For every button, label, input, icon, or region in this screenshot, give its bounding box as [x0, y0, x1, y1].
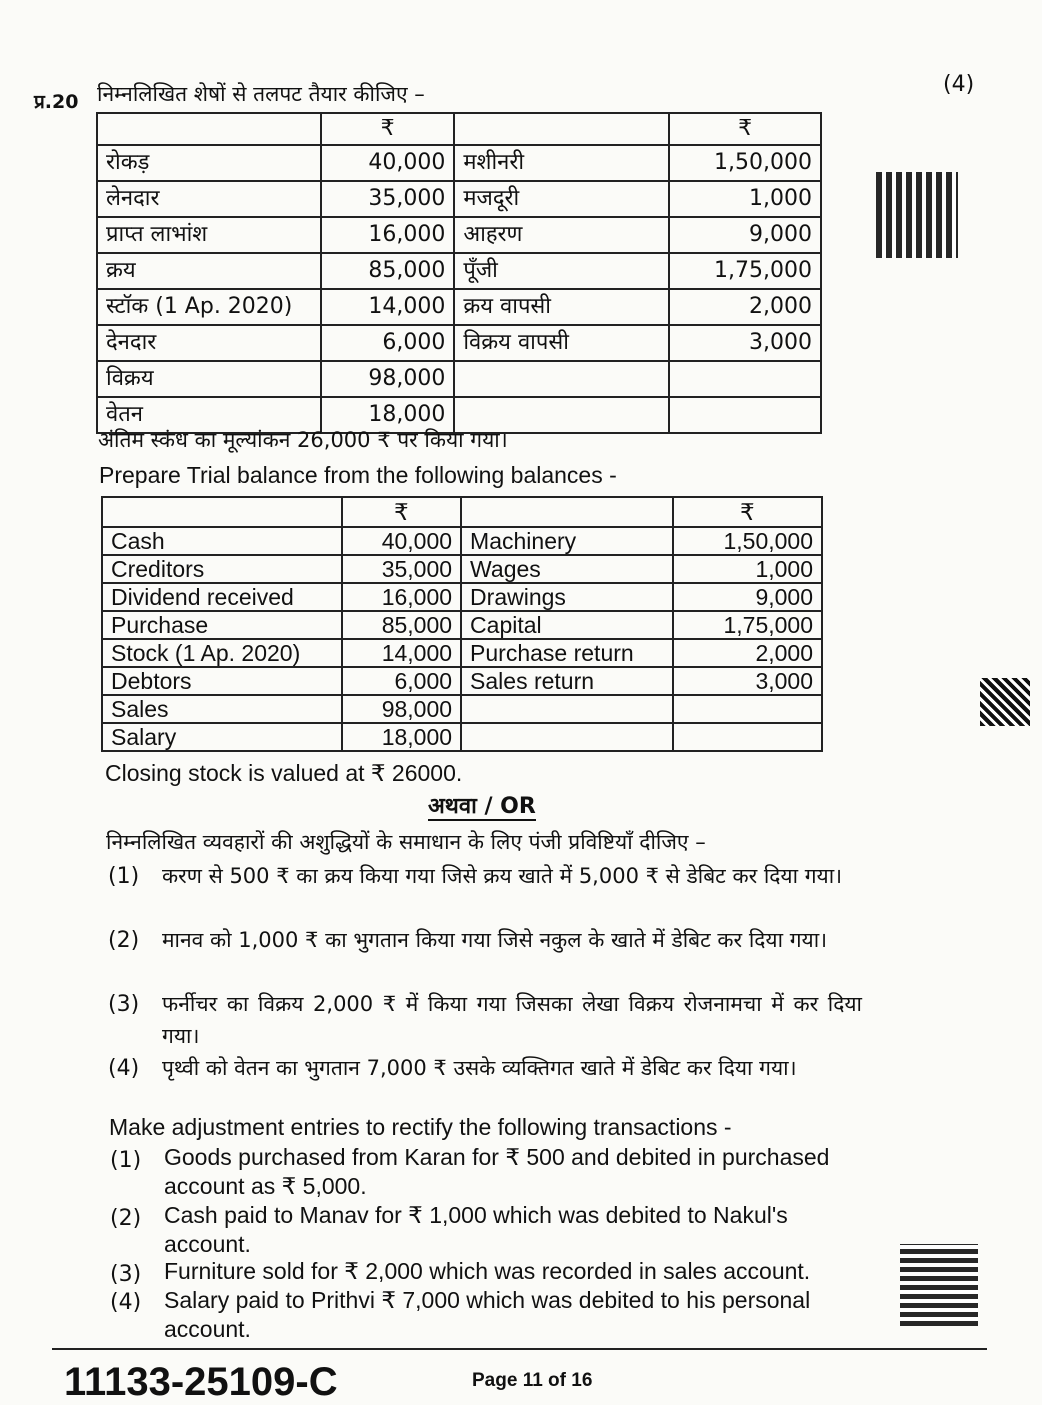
amount: 1,000	[669, 181, 821, 217]
amount: 16,000	[321, 217, 455, 253]
amount: 40,000	[321, 145, 455, 181]
account-name: Machinery	[461, 527, 673, 555]
account-name: मजदूरी	[454, 181, 669, 217]
account-name: Debtors	[102, 667, 342, 695]
list-item: Furniture sold for ₹ 2,000 which was recorded in sales account.	[164, 1258, 811, 1284]
amount: 14,000	[321, 289, 455, 325]
account-name: देनदार	[97, 325, 321, 361]
table-row	[97, 145, 821, 181]
item-number: (3)	[108, 992, 140, 1017]
amount: 40,000	[342, 527, 462, 555]
account-name: क्रय वापसी	[454, 289, 669, 325]
amount: 1,75,000	[673, 611, 822, 639]
table-row	[102, 555, 822, 583]
account-name: Wages	[461, 555, 673, 583]
amount: 9,000	[669, 217, 821, 253]
amount: 18,000	[342, 723, 462, 751]
table-header-row	[97, 113, 821, 145]
table-header-row	[102, 497, 822, 527]
item-number: (4)	[108, 1056, 140, 1081]
account-name: Stock (1 Ap. 2020)	[102, 639, 342, 667]
amount: 16,000	[342, 583, 462, 611]
currency-header: ₹	[673, 497, 822, 527]
table-row	[102, 695, 822, 723]
table-row	[102, 583, 822, 611]
trial-balance-table-english	[101, 496, 823, 752]
item-number: (3)	[110, 1262, 142, 1287]
table-row	[102, 639, 822, 667]
amount: 1,50,000	[669, 145, 821, 181]
account-name: Creditors	[102, 555, 342, 583]
account-name: Drawings	[461, 583, 673, 611]
currency-header: ₹	[321, 113, 455, 145]
list-item: करण से 500 ₹ का क्रय किया गया जिसे क्रय खाते में 5,000 ₹ से डेबिट कर दिया गया।	[162, 864, 843, 888]
amount: 9,000	[673, 583, 822, 611]
item-number: (2)	[108, 928, 140, 953]
item-number: (1)	[110, 1148, 142, 1173]
table-row	[97, 181, 821, 217]
table-row	[102, 527, 822, 555]
currency-header: ₹	[342, 497, 462, 527]
list-item: पृथ्वी को वेतन का भुगतान 7,000 ₹ उसके व्यक्तिगत खाते में डेबिट कर दिया गया।	[162, 1056, 797, 1080]
list-item: Salary paid to Prithvi ₹ 7,000 which was debited to his personal account.	[164, 1287, 811, 1342]
account-name: वेतन	[97, 397, 321, 433]
table-row	[97, 217, 821, 253]
marks: (4)	[943, 72, 975, 97]
account-name: Salary	[102, 723, 342, 751]
account-name: Sales return	[461, 667, 673, 695]
footer-divider	[52, 1348, 987, 1350]
currency-header: ₹	[669, 113, 821, 145]
account-name: विक्रय वापसी	[454, 325, 669, 361]
account-name: Dividend received	[102, 583, 342, 611]
account-name: स्टॉक (1 Ap. 2020)	[97, 289, 321, 325]
account-name: Capital	[461, 611, 673, 639]
account-name: पूँजी	[454, 253, 669, 289]
qr-code-icon	[900, 1244, 978, 1326]
table-row	[102, 723, 822, 751]
question-number: प्र.20	[34, 91, 79, 113]
table-row	[97, 361, 821, 397]
amount: 98,000	[342, 695, 462, 723]
account-name: आहरण	[454, 217, 669, 253]
amount: 6,000	[321, 325, 455, 361]
amount: 2,000	[669, 289, 821, 325]
question-title-hindi: निम्नलिखित शेषों से तलपट तैयार कीजिए –	[97, 82, 425, 106]
amount: 35,000	[321, 181, 455, 217]
account-name: क्रय	[97, 253, 321, 289]
account-name: विक्रय	[97, 361, 321, 397]
qr-code-icon	[876, 172, 958, 258]
list-item: मानव को 1,000 ₹ का भुगतान किया गया जिसे नकुल के खाते में डेबिट कर दिया गया।	[162, 928, 828, 952]
amount: 1,000	[673, 555, 822, 583]
list-item: फर्नीचर का विक्रय 2,000 ₹ में किया गया जिसका लेखा विक्रय रोजनामचा में कर दिया गया।	[162, 992, 862, 1048]
amount: 85,000	[342, 611, 462, 639]
qr-code-icon	[980, 678, 1030, 726]
account-name: लेनदार	[97, 181, 321, 217]
table-row	[97, 289, 821, 325]
account-name: Purchase return	[461, 639, 673, 667]
or-heading-text: अथवा / OR	[428, 794, 536, 819]
item-number: (4)	[110, 1290, 142, 1315]
account-name: Sales	[102, 695, 342, 723]
amount: 14,000	[342, 639, 462, 667]
or-intro-english: Make adjustment entries to rectify the following transactions -	[109, 1114, 732, 1140]
account-name: प्राप्त लाभांश	[97, 217, 321, 253]
table-row	[102, 667, 822, 695]
table-row	[97, 253, 821, 289]
amount: 85,000	[321, 253, 455, 289]
closing-stock-hindi: अंतिम स्कंध का मूल्यांकन 26,000 ₹ पर किया गया।	[98, 428, 508, 452]
account-name: मशीनरी	[454, 145, 669, 181]
list-item: Cash paid to Manav for ₹ 1,000 which was debited to Nakul's account.	[164, 1202, 788, 1257]
paper-code: 11133-25109-C	[64, 1360, 338, 1404]
amount: 3,000	[673, 667, 822, 695]
item-number: (1)	[108, 864, 140, 889]
table-row	[102, 611, 822, 639]
trial-balance-table-hindi	[96, 112, 822, 434]
page-number: Page 11 of 16	[472, 1370, 593, 1391]
or-heading	[428, 790, 536, 820]
table-row	[97, 325, 821, 361]
account-name: Purchase	[102, 611, 342, 639]
amount: 1,75,000	[669, 253, 821, 289]
account-name: Cash	[102, 527, 342, 555]
list-item: Goods purchased from Karan for ₹ 500 and debited in purchased account as ₹ 5,000.	[164, 1144, 830, 1199]
amount: 2,000	[673, 639, 822, 667]
amount: 6,000	[342, 667, 462, 695]
amount: 35,000	[342, 555, 462, 583]
closing-stock-english: Closing stock is valued at ₹ 26000.	[105, 760, 463, 786]
amount: 1,50,000	[673, 527, 822, 555]
amount: 18,000	[321, 397, 455, 433]
or-intro-hindi: निम्नलिखित व्यवहारों की अशुद्धियों के समाधान के लिए पंजी प्रविष्टियाँ दीजिए –	[106, 830, 706, 854]
account-name: रोकड़	[97, 145, 321, 181]
amount: 3,000	[669, 325, 821, 361]
question-title-english: Prepare Trial balance from the following balances -	[99, 462, 617, 488]
item-number: (2)	[110, 1206, 142, 1231]
amount: 98,000	[321, 361, 455, 397]
